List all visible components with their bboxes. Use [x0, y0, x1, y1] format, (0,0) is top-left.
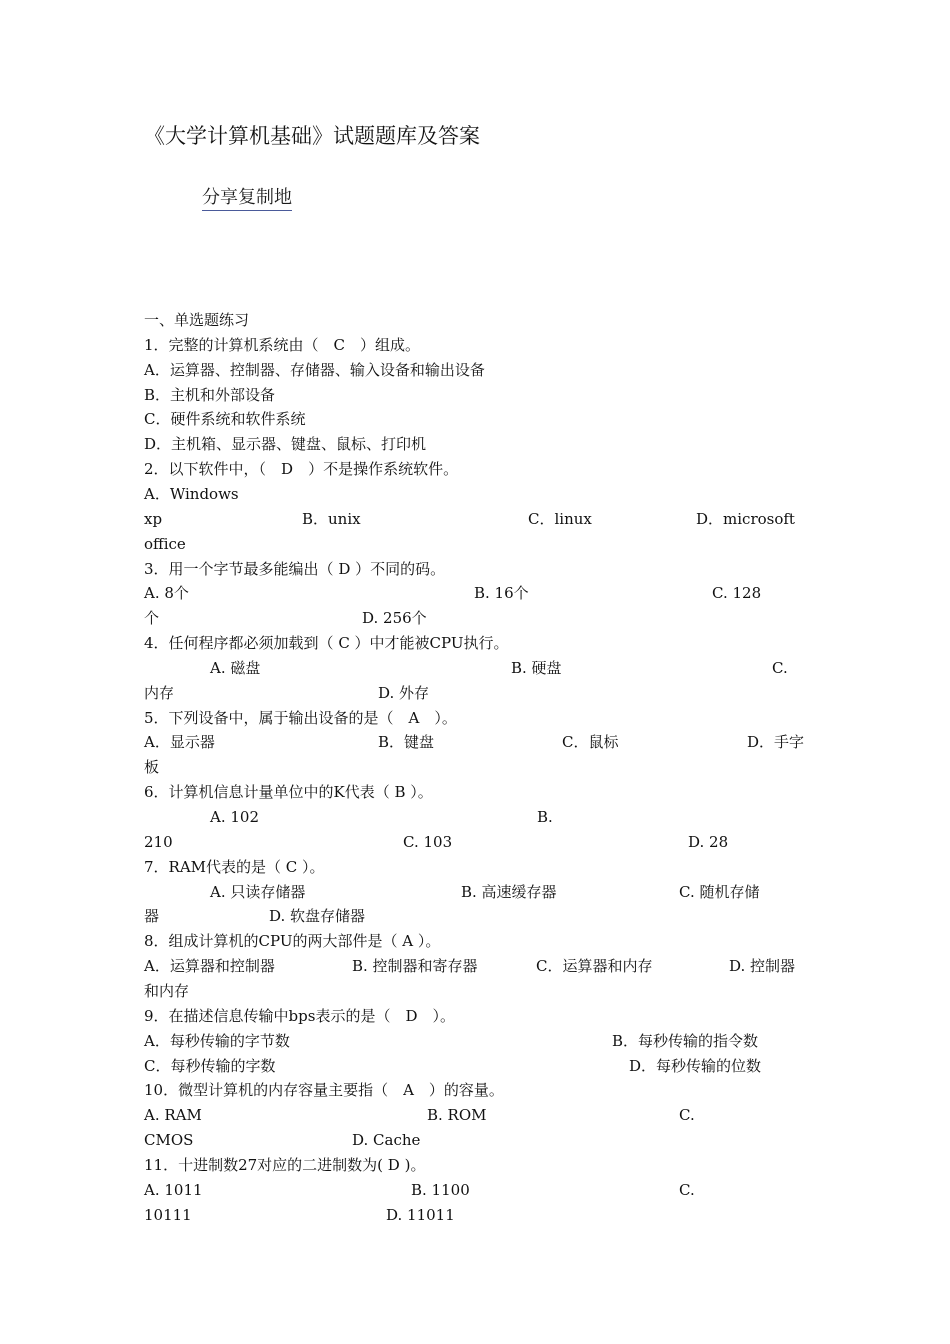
line-segment: D. Cache — [352, 1131, 421, 1150]
text-line — [0, 384, 950, 406]
text-line — [0, 558, 950, 580]
text-line — [0, 408, 950, 430]
line-segment: D. 控制器 — [729, 957, 796, 976]
line-segment: C．鼠标 — [562, 733, 619, 752]
line-segment: 个 — [144, 609, 160, 628]
text-line — [0, 831, 950, 853]
line-segment: 3．用一个字节最多能编出（ D ）不同的码。 — [144, 559, 446, 578]
text-line — [0, 582, 950, 604]
text-line — [0, 856, 950, 878]
line-segment: A. 1011 — [144, 1180, 203, 1199]
line-segment: A．运算器和控制器 — [144, 957, 275, 976]
text-line — [0, 1005, 950, 1027]
line-segment: D．每秒传输的位数 — [629, 1056, 762, 1075]
line-segment: D. 28 — [688, 832, 729, 851]
text-line — [0, 359, 950, 381]
line-segment: B．键盘 — [378, 733, 435, 752]
line-segment: B. ROM — [427, 1106, 487, 1125]
line-segment: C. 103 — [403, 832, 453, 851]
line-segment: A．Windows — [144, 484, 239, 503]
text-line — [0, 1179, 950, 1201]
line-segment: C. 128 — [712, 584, 762, 603]
line-segment: C．硬件系统和软件系统 — [144, 410, 306, 429]
line-segment: B. 高速缓存器 — [461, 882, 557, 901]
text-line — [0, 458, 950, 480]
line-segment: C. — [679, 1106, 695, 1125]
line-segment: 5．下列设备中，属于输出设备的是（ A ）。 — [144, 708, 457, 727]
text-line — [0, 781, 950, 803]
line-segment: B．主机和外部设备 — [144, 385, 276, 404]
line-segment: xp — [144, 509, 163, 528]
line-segment: 板 — [144, 758, 160, 777]
line-segment: C. — [679, 1180, 695, 1199]
text-line — [0, 1154, 950, 1176]
line-segment: 6．计算机信息计量单位中的K代表（ B ）。 — [144, 783, 433, 802]
text-line — [0, 1030, 950, 1052]
text-line — [0, 707, 950, 729]
line-segment: B．unix — [302, 509, 361, 528]
text-line — [0, 756, 950, 778]
line-segment: D．主机箱、显示器、键盘、鼠标、打印机 — [144, 435, 427, 454]
line-segment: B. 1100 — [411, 1180, 470, 1199]
text-line — [0, 632, 950, 654]
line-segment: A．运算器、控制器、存储器、输入设备和输出设备 — [144, 360, 485, 379]
text-line — [0, 930, 950, 952]
line-segment: B. 控制器和寄存器 — [352, 957, 478, 976]
line-segment: C．运算器和内存 — [536, 957, 653, 976]
share-link[interactable]: 分享复制地 — [202, 187, 292, 211]
line-segment: D．手字 — [747, 733, 805, 752]
line-segment: 和内存 — [144, 981, 190, 1000]
text-line — [0, 508, 950, 530]
line-segment: 11．十进制数27对应的二进制数为( D )。 — [144, 1155, 426, 1174]
text-line — [0, 1055, 950, 1077]
text-line — [0, 955, 950, 977]
text-line — [0, 682, 950, 704]
line-segment: C．每秒传输的字数 — [144, 1056, 276, 1075]
text-line — [0, 1104, 950, 1126]
line-segment: A．显示器 — [144, 733, 215, 752]
line-segment: A. RAM — [144, 1106, 202, 1125]
line-segment: D. 外存 — [378, 683, 430, 702]
line-segment: A. 磁盘 — [210, 658, 261, 677]
text-line — [0, 1079, 950, 1101]
line-segment: D. 256个 — [362, 609, 427, 628]
line-segment: B. — [537, 808, 553, 826]
text-line — [0, 980, 950, 1002]
line-segment: 2．以下软件中，（ D ）不是操作系统软件。 — [144, 460, 459, 479]
text-line — [0, 533, 950, 555]
line-segment: CMOS — [144, 1131, 194, 1150]
line-segment: C. 随机存储 — [679, 882, 760, 901]
text-line — [0, 731, 950, 753]
line-segment: office — [144, 534, 186, 553]
line-segment: 器 — [144, 907, 160, 926]
line-segment: 10．微型计算机的内存容量主要指（ A ）的容量。 — [144, 1081, 504, 1100]
line-segment: 10111 — [144, 1205, 192, 1224]
line-segment: A．每秒传输的字节数 — [144, 1031, 290, 1050]
line-segment: A. 只读存储器 — [210, 882, 306, 901]
text-line — [0, 334, 950, 356]
line-segment: B. 16个 — [474, 584, 529, 603]
text-line — [0, 433, 950, 455]
line-segment: 4．任何程序都必须加载到（ C ）中才能被CPU执行。 — [144, 634, 509, 653]
text-line — [0, 483, 950, 505]
text-line — [0, 1129, 950, 1151]
line-segment: B．每秒传输的指令数 — [612, 1031, 759, 1050]
line-segment: D. 11011 — [386, 1205, 455, 1224]
line-segment: 7．RAM代表的是（ C ）。 — [144, 857, 325, 876]
text-line — [0, 905, 950, 927]
line-segment: A. 102 — [210, 808, 259, 826]
line-segment: 8．组成计算机的CPU的两大部件是（ A ）。 — [144, 932, 441, 951]
line-segment: D．microsoft — [696, 509, 795, 528]
line-segment: 一、单选题练习 — [144, 311, 250, 329]
line-segment: 210 — [144, 832, 173, 851]
line-segment: A. 8个 — [144, 584, 189, 603]
line-segment: 内存 — [144, 683, 175, 702]
line-segment: 9．在描述信息传输中bps表示的是（ D ）。 — [144, 1006, 455, 1025]
line-segment: C. — [772, 658, 788, 677]
document-title: 《大学计算机基础》试题题库及答案 — [144, 124, 480, 148]
text-line — [0, 309, 950, 331]
text-line — [0, 607, 950, 629]
text-line — [0, 806, 950, 828]
line-segment: B. 硬盘 — [511, 658, 562, 677]
line-segment: C．linux — [528, 509, 592, 528]
line-segment: D. 软盘存储器 — [269, 907, 366, 926]
text-line — [0, 657, 950, 679]
text-line — [0, 1204, 950, 1226]
line-segment: 1．完整的计算机系统由（ C ）组成。 — [144, 335, 421, 354]
text-line — [0, 881, 950, 903]
